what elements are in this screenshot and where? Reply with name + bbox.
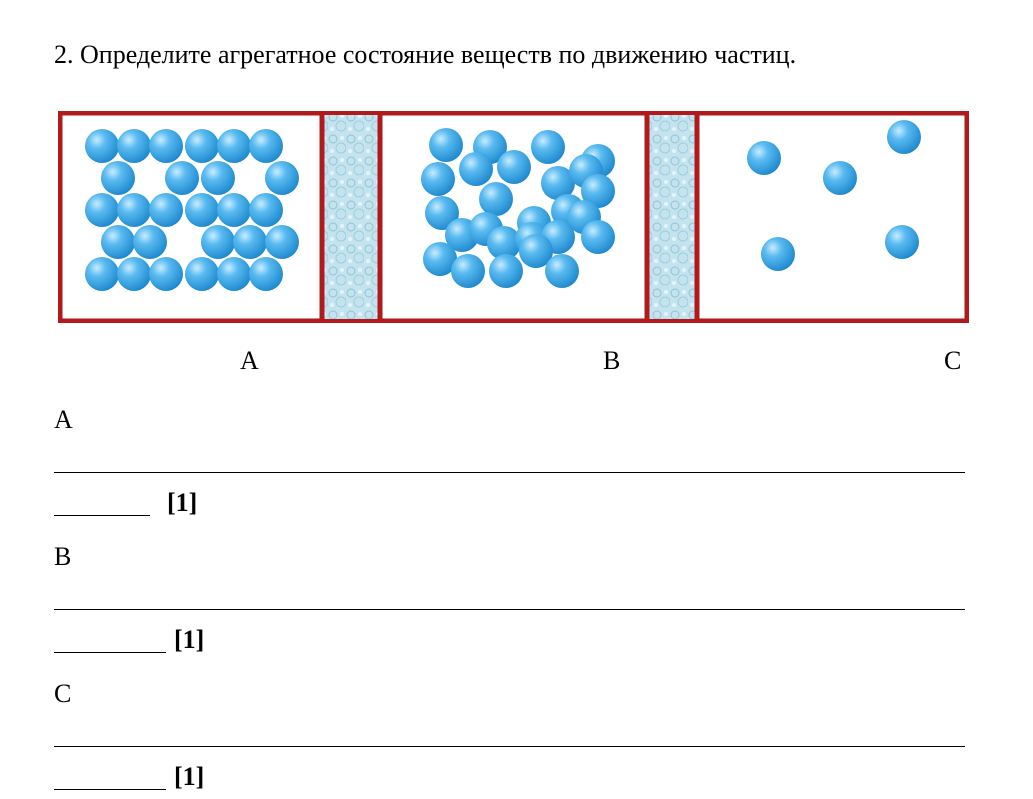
solid-particle [217, 129, 251, 163]
liquid-particle [459, 152, 493, 186]
gas-particle [885, 225, 919, 259]
solid-particle [101, 225, 135, 259]
solid-particle [185, 257, 219, 291]
solid-particle [265, 225, 299, 259]
answer-label-a: A [54, 405, 73, 434]
liquid-particle [421, 162, 455, 196]
solid-particle [233, 225, 267, 259]
answer-line-c[interactable] [54, 746, 965, 747]
liquid-particle [497, 150, 531, 184]
solid-particle [201, 161, 235, 195]
gas-particle [761, 237, 795, 271]
solid-particle [117, 257, 151, 291]
mark-b: [1] [174, 625, 205, 654]
solid-particle [149, 193, 183, 227]
solid-particle [149, 257, 183, 291]
solid-particle [165, 161, 199, 195]
solid-particle [149, 129, 183, 163]
solid-particle [117, 193, 151, 227]
liquid-particle [545, 254, 579, 288]
answer-short-line-a[interactable] [54, 515, 150, 516]
solid-particle [217, 193, 251, 227]
panel-label-b: B [603, 346, 621, 375]
mark-a: [1] [167, 488, 198, 517]
mark-c: [1] [174, 762, 205, 791]
particle-states-figure [58, 111, 969, 323]
solid-particle [101, 161, 135, 195]
solid-particle [265, 161, 299, 195]
answer-short-line-b[interactable] [54, 652, 166, 653]
gas-particle [823, 161, 857, 195]
answer-label-b: B [54, 542, 72, 571]
liquid-particle [531, 130, 565, 164]
figure-svg [58, 111, 969, 323]
solid-particle [133, 225, 167, 259]
solid-particle [249, 193, 283, 227]
question-text: 2. Определите агрегатное состояние веществ по движению частиц. [54, 40, 797, 69]
solid-particle [185, 129, 219, 163]
solid-particle [217, 257, 251, 291]
liquid-particle [581, 220, 615, 254]
solid-particle [249, 129, 283, 163]
liquid-particle [429, 128, 463, 162]
liquid-particle [479, 182, 513, 216]
liquid-particle [489, 254, 523, 288]
solid-particle [85, 193, 119, 227]
answer-label-c: C [54, 679, 72, 708]
panel-label-c: C [944, 346, 962, 375]
solid-particle [185, 193, 219, 227]
solid-particle [249, 257, 283, 291]
solid-particle [85, 257, 119, 291]
answer-line-a[interactable] [54, 472, 965, 473]
gas-particle [747, 141, 781, 175]
separator-1 [322, 115, 380, 319]
solid-particle [201, 225, 235, 259]
solid-particle [85, 129, 119, 163]
liquid-particle [451, 254, 485, 288]
gas-particle [887, 120, 921, 154]
answer-short-line-c[interactable] [54, 789, 166, 790]
solid-particle [117, 129, 151, 163]
answer-line-b[interactable] [54, 609, 965, 610]
solid-particles [85, 129, 299, 291]
panel-label-a: A [240, 346, 259, 375]
separator-2 [647, 115, 697, 319]
